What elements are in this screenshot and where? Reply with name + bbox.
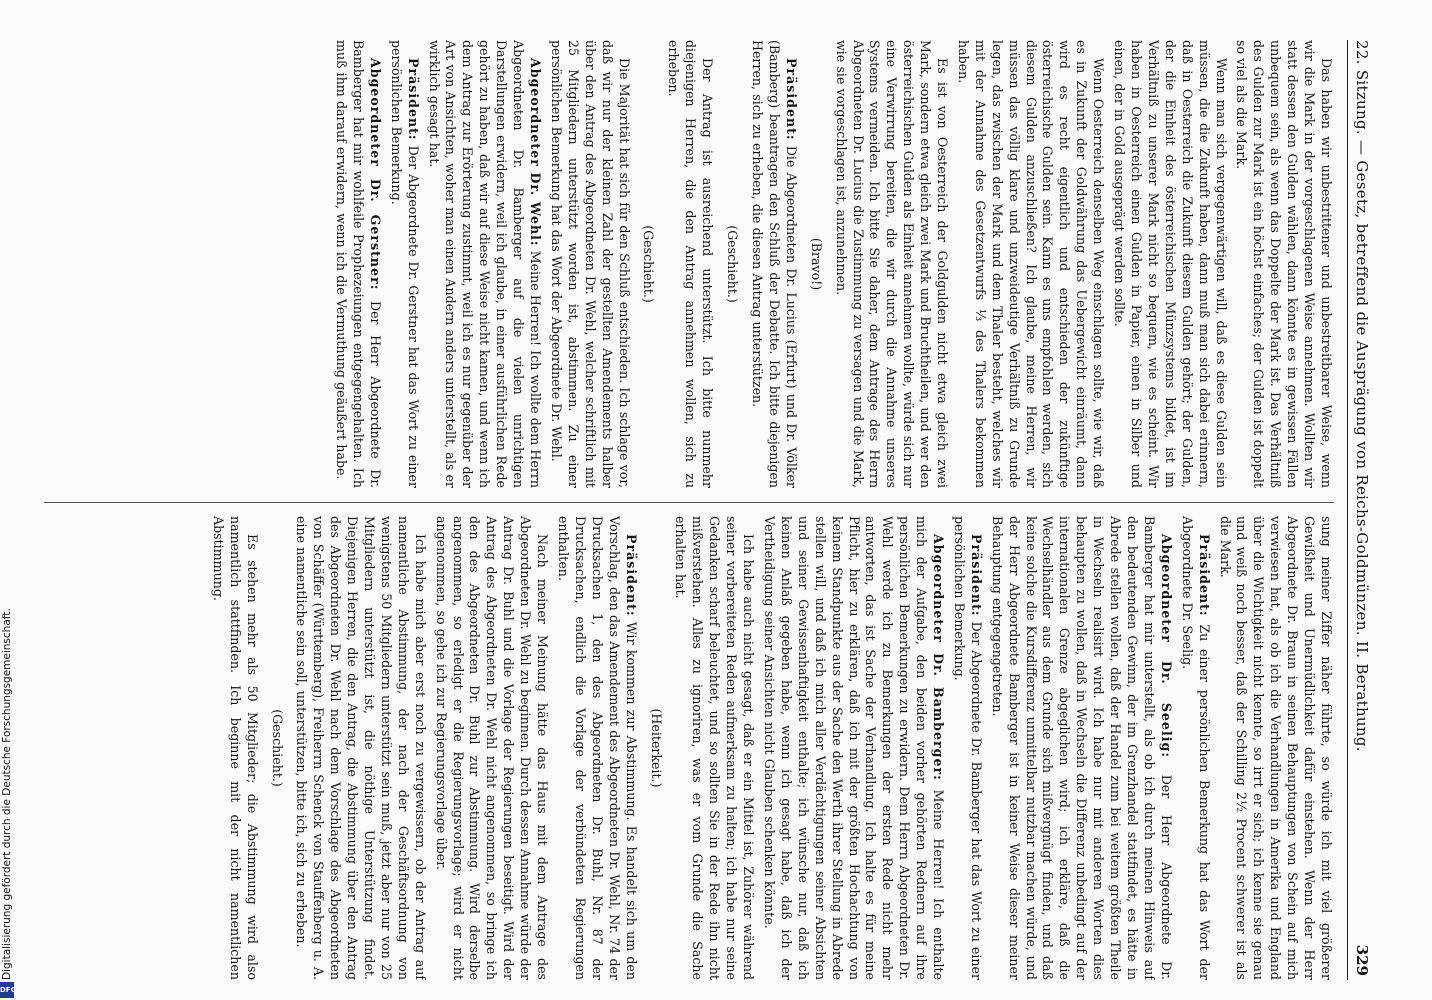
- speech-text: Der Abgeordnete Dr. Bamberger hat das Wort zu einer persönlichen Bemerkung.: [951, 516, 984, 980]
- speaker-label: Präsident:: [405, 58, 421, 141]
- speech-paragraph: Nach meiner Meinung hätte das Haus mit dem Antrage des Abgeordneten Dr. Wehl zu beginnen. Durch dessen Annahme würde der Antrag Dr. Buhl und die Vorlage der Regierungen beseitigt. Wird der Antrag des Abgeordneten Dr. Wehl nicht angenommen, so bringe ich den des Abgeordneten Dr. Buhl zur Abstimmung. Wird derselbe angenommen, so erledigt er die Regierungsvorlage; wird er nicht angenommen, so gehe ich zur Regierungsvorlage über.: [433, 516, 551, 980]
- reaction: (Geschieht.): [641, 225, 657, 303]
- left-column: [44, 40, 1334, 488]
- speech-paragraph: Die Majorität hat sich für den Schluß entschieden. Ich schlage vor, daß wir nur der kleinen Zahl der gestellten Amendements halber über den Antrag des Abgeordneten Dr. Wehl, welcher schriftlich mit 25 Mitgliedern unterstützt worden ist, abstimmen. Zu einer persönlichen Bemerkung hat das Wort der Abgeordnete Dr. Wehl.: [548, 40, 632, 488]
- right-column: [44, 516, 1334, 980]
- speech-text: Zu einer persönlichen Bemerkung hat das Wort der Abgeordnete Dr. Seelig.: [1179, 516, 1212, 980]
- running-header: [1347, 40, 1374, 980]
- speech-paragraph: [332, 40, 383, 488]
- speech-paragraph: [748, 40, 799, 488]
- paragraph: sung meiner Ziffer näher führte, so würde ich mit viel größerer Gewißheit und Unermüdlichkeit dafür einstehen. Wenn der Herr Abgeordnete Dr. Braun in seinen Behauptungen von Schein auf mich verwiesen hat, als ob ich die Verhandlungen in Amerika und England über die Wichtigkeit nicht kennte, so irrt er sich; ich kenne sie genau und weiß noch besser, daß der Schilling 2½ Procent schwerer ist als die Mark.: [1217, 516, 1334, 980]
- speaker-label: Präsident:: [1196, 534, 1212, 617]
- speech-paragraph: Der Antrag ist ausreichend unterstützt. Ich bitte nunmehr diejenigen Herren, die den Antrag annehmen wollen, sich zu erheben.: [666, 40, 716, 488]
- speech-paragraph: [760, 516, 946, 980]
- speech-text: Der Herr Abgeordnete Dr. Bamberger hat mir wohlfeile Prophezeiungen entgegengehalten. Ich muß ihm darauf erwidern, wenn ich die Vermuthung geäußert habe.: [334, 40, 383, 488]
- speech-text: Meine Herren! Ich enthalte mich der Aufgabe, den beiden vorher gehörten Rednern auf ihre persönlichen Bemerkungen zu erwidern. Dem Herrn Abgeordneten Dr. Wehl werde ich zu Bemerkungen der ersten Rede nicht mehr antworten, das ist Sache der Verhandlung. Ich halte es für meine Pflicht, hier zu erklären, daß ich mit der größten Hochachtung von keinem Standpunkte aus der Sache den Werth ihrer Stellung in Abrede stellen will, und daß ich mich aller Verdächtigungen seiner Absichten und seiner Gewissenhaftigkeit enthalte; ich wünsche nur, daß ich keinen Anlaß gegeben habe, wenn ich gesagt habe, daß ich der Vertheidigung seiner Ansichten nicht Glauben schenken könnte.: [762, 516, 947, 980]
- speech-paragraph: Ich habe auch nicht gesagt, daß er ein Mittel ist, Zuhörer während seiner vorbereiteten Reden aufmerksam zu halten; ich habe nur seine Gedanken scharf beleuchtet, und so sollten Sie in der Rede ihn nicht mißverstehen. Alles zu ignoriren, was er vom Grunde die Sache erhalten hat.: [673, 516, 757, 980]
- page-number: 329: [1353, 944, 1371, 976]
- column-divider: [44, 502, 1334, 503]
- paragraph: Wenn man sich vergegenwärtigen will, daß es diese Gulden sein müssen, die die Zukunft haben, dann muß man sich dabei erinnern, daß in Oesterreich die Zukunft diesem Gulden gehört; der Gulden, der die Einheit des österreichischen Münzsystems bildet, ist im Verhältniß zu unserer Mark nicht so bequem, wie es scheint. Wir haben in Oesterreich einen Gulden in Papier, einen in Silber und einen, der in Gold ausgeprägt werden sollte.: [1112, 40, 1229, 488]
- credit-text: Digitalisierung gefördert durch die Deutsche Forschungsgemeinschaft.: [1, 608, 13, 980]
- speech-paragraph: Es stehen mehr als 50 Mitglieder; die Abstimmung wird also namentlich stattfinden. Ich beginne mit der nicht namentlichen Abstimmung.: [210, 516, 260, 980]
- reaction: (Bravo!): [808, 237, 824, 291]
- reaction: (Heiterkeit.): [648, 708, 664, 788]
- speech-text: Der Herr Abgeordnete Dr. Bamberger hat mir unterstellt, als ob ich durch meinen Hinweis auf den bedeutenden Gewinn, der im Grenzhandel stattfindet, es hätte in Abrede stellen wollen, daß der Handel zum bei weitem größten Theile in Wechseln realisirt wird. Ich habe nur mit anderen Worten dies behaupten zu wollen, daß in Wechseln die Differenz unbedingt auf der internationalen Grenze abgeglichen wird; ich erkläre, daß die Wechselhändler aus dem Grunde sich mißvergnügt finden, und daß keine solche die Kursdifferenz unmittelbar nutzbar machen würde, und der Herr Abgeordnete Bamberger ist in keiner Weise dieser meiner Behauptung entgegengetreten.: [989, 516, 1174, 980]
- speaker-label: Abgeordneter Dr. Bamberger:: [931, 534, 947, 781]
- speech-paragraph: [1178, 516, 1212, 980]
- speech-paragraph: [950, 516, 984, 980]
- paragraph: Es ist von Oesterreich der Goldgulden nicht etwa gleich zwei Mark, sondern etwa gleich zwei Mark und Bruchtheilen, und wer den österreichischen Gulden als Einheit annehmen wollte, würde sich nur eine Verwirrung bereiten, die wir durch die Annahme unseres Systems vermeiden. Ich bitte Sie daher, dem Antrage des Herrn Abgeordneten Dr. Lucius die Zustimmung zu versagen und die Mark, wie sie vorgeschlagen ist, anzunehmen.: [833, 40, 951, 488]
- digitization-credit: [0, 600, 17, 1000]
- speaker-label: Präsident:: [783, 58, 799, 141]
- speaker-label: Präsident:: [968, 534, 984, 617]
- speech-paragraph: [554, 516, 639, 980]
- speech-paragraph: [387, 40, 421, 488]
- speech-text: Wir kommen zur Abstimmung. Es handelt sich um den Vorschlag, den das Amendement des Abgeordneten Dr. Wehl, Nr. 74 der Drucksachen 1, den des Abgeordneten Dr. Buhl, Nr. 87 der Drucksachen, endlich die Vorlage der verbündeten Regierungen enthalten.: [556, 516, 639, 980]
- speech-paragraph: Ich habe mich aber erst noch zu vergewissern, ob der Antrag auf namentliche Abstimmung, der nach der Geschäftsordnung von wenigstens 50 Mitgliedern unterstützt sein muß, jetzt aber nur von 25 Mitgliedern unterstützt ist, die nöthige Unterstützung findet. Diejenigen Herren, die den Antrag, die Abstimmung über den Antrag des Abgeordneten Dr. Wehl nach dem Vorschlage des Abgeordneten von Schäffer (Württemberg), Freiherrn Schenck von Stauffenberg u. A. eine namentliche sein soll, unterstützen, bitte ich, sich zu erheben.: [294, 516, 428, 980]
- paragraph: Wenn Oesterreich denselben Weg einschlagen sollte, wie wir, daß es in Zukunft der Goldwährung das Uebergewicht einräumt, dann wird es recht eigentlich und entschieden der zukünftige österreichische Gulden sein. Kann es uns empfohlen werden, sich diesem Gulden anzuschließen? Ich glaube, meine Herren, wir müssen das völlig klare und unzweideutige Verhältniß zu Grunde legen, das zwischen der Mark und dem Thaler besteht, welches wir mit der Annahme des Gesetzentwurfs ⅓ des Thalers bekommen haben.: [955, 40, 1107, 488]
- reaction: (Geschieht.): [725, 225, 741, 303]
- speech-text: Die Abgeordneten Dr. Lucius (Erfurt) und Dr. Völker (Bamberg) beantragen den Schluß der Debatte. Ich bitte diejenigen Herren, sich zu erheben, die diesen Antrag unterstützen.: [750, 40, 799, 488]
- speech-paragraph: [988, 516, 1174, 980]
- speaker-label: Abgeordneter Dr. Gerstner:: [367, 58, 383, 291]
- speaker-label: Abgeordneter Dr. Seelig:: [1158, 534, 1174, 758]
- reaction: (Geschieht.): [269, 709, 285, 787]
- speech-paragraph: [425, 40, 543, 488]
- dfg-logo: DFG: [0, 982, 14, 998]
- speech-text: Meine Herren! Ich wollte dem Herrn Abgeordneten Dr. Bamberger auf die vielen unrichtigen Darstellungen erwidern, weil ich glaube, in einer ausführlichen Rede gehört zu haben, daß wir auf diese Weise nicht kamen, und wenn ich dem Antrag zur Erörterung zustimmt, weil ich es nur gegenüber der Art von Ansichten, woher man einen Andern anders unterstellt, als er wirklich gesagt hat.: [426, 40, 544, 488]
- paragraph: Das haben wir unbestrittener und unbestreitbarer Weise, wenn wir die Mark in der vorgeschlagenen Weise annehmen. Wollten wir statt dessen den Gulden wählen, dann könnte es in gewissen Fällen unbequem sein, als wenn das Doppelte der Mark ist. Das Verhältniß des Gulden zur Mark ist ein höchst einfaches; der Gulden ist doppelt so viel als die Mark.: [1234, 40, 1334, 488]
- speech-text: Der Abgeordnete Dr. Gerstner hat das Wort zu einer persönlichen Bemerkung.: [388, 40, 421, 488]
- running-title: 22. Sitzung. — Gesetz, betreffend die Ausprägung von Reichs-Goldmünzen. II. Berathung.: [1353, 40, 1371, 752]
- speaker-label: Abgeordneter Dr. Wehl:: [528, 58, 544, 247]
- speaker-label: Präsident:: [623, 534, 639, 617]
